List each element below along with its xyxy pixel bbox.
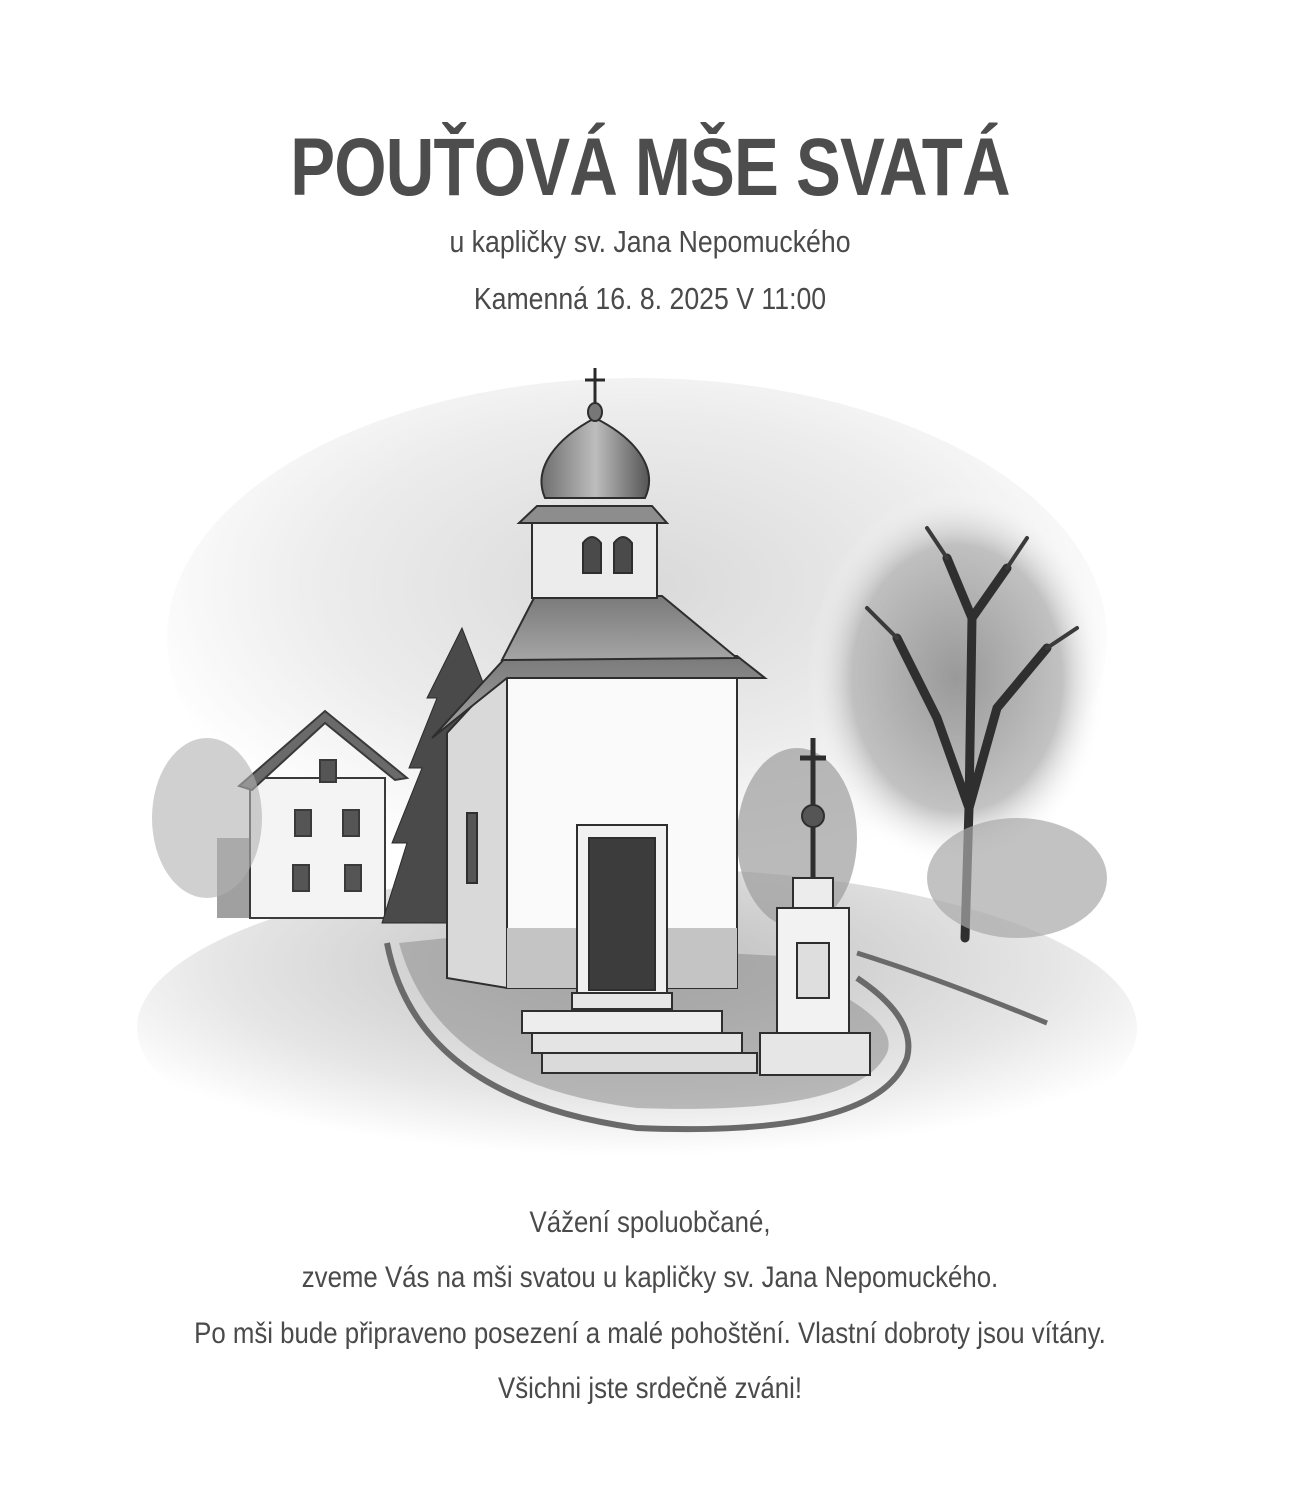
refreshment-line: Po mši bude připraveno posezení a malé pohoštění. Vlastní dobroty jsou vítány. [194,1317,1106,1350]
closing-line: Všichni jste srdečně zváni! [497,1372,803,1405]
invitation-line: zveme Vás na mši svatou u kapličky sv. Jana Nepomuckého. [301,1261,999,1294]
greeting-line: Vážení spoluobčané, [529,1206,771,1239]
poster-title: POUŤOVÁ MŠE SVATÁ [290,121,1010,213]
date-time-subtitle: Kamenná 16. 8. 2025 V 11:00 [473,281,827,316]
location-subtitle: u kapličky sv. Jana Nepomuckého [449,224,851,259]
chapel-sketch-illustration [117,338,1183,1166]
